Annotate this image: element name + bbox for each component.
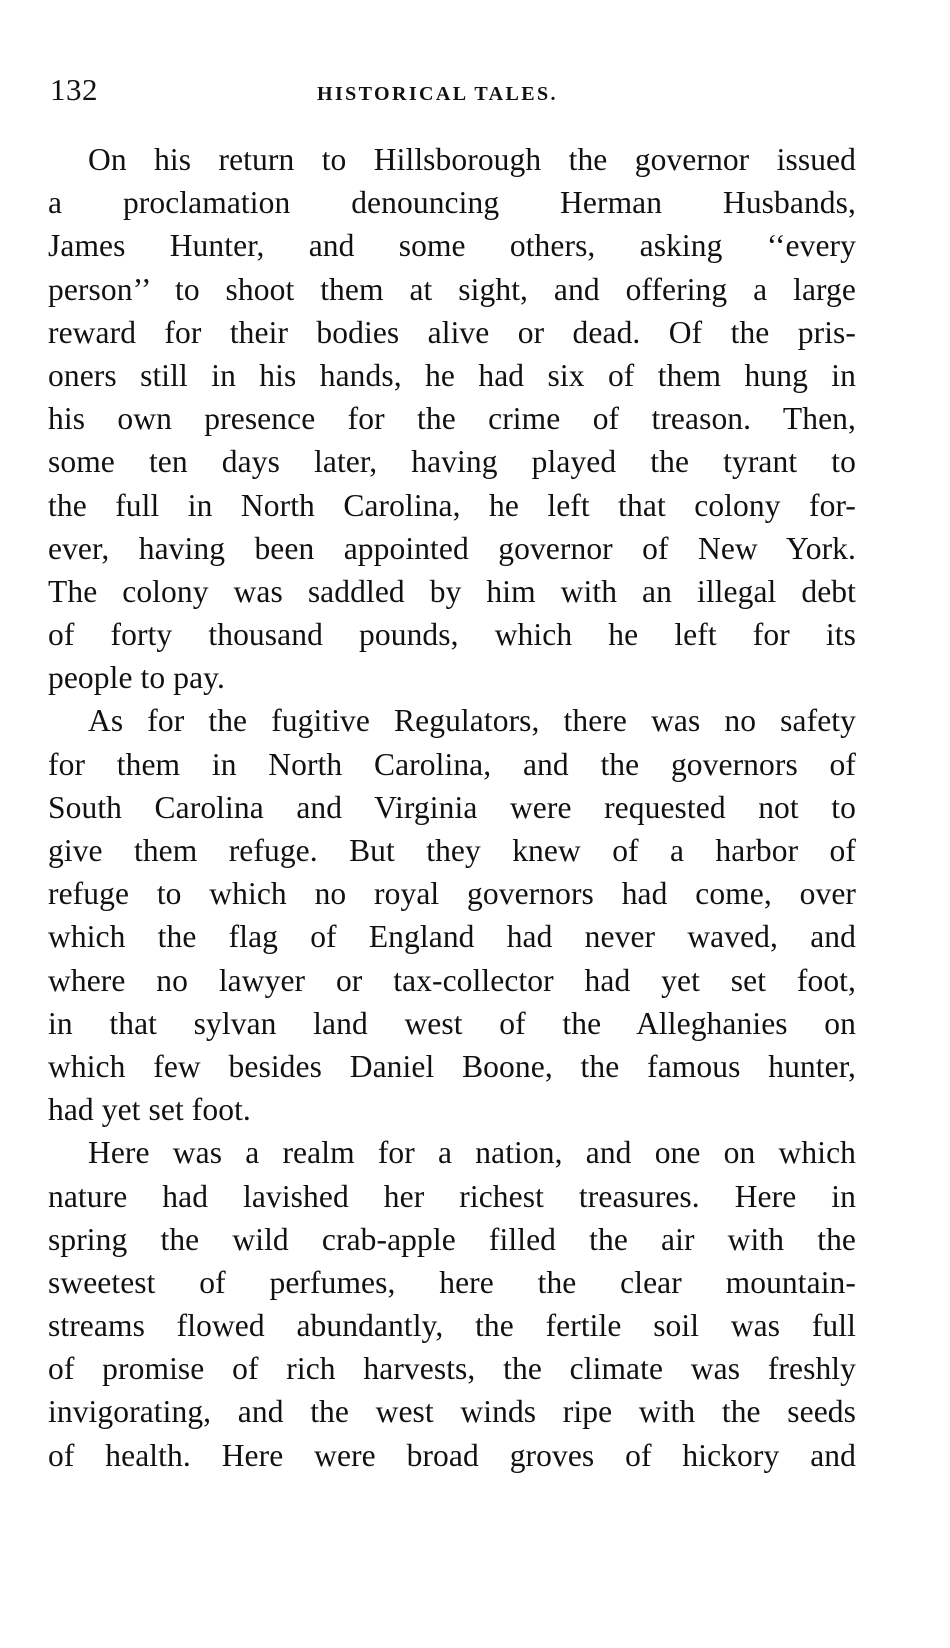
text-line: streams flowed abundantly, the fertile soil was full bbox=[48, 1308, 856, 1344]
text-line: spring the wild crab-apple filled the air with the bbox=[48, 1221, 856, 1257]
page-number: 132 bbox=[50, 72, 98, 107]
text-line: where no lawyer or tax-collector had yet set foot, bbox=[48, 962, 856, 998]
text-line: ever, having been appointed governor of New York. bbox=[48, 530, 856, 566]
text-line: oners still in his hands, he had six of them hung in bbox=[48, 357, 856, 393]
text-line: James Hunter, and some others, asking ‘‘every bbox=[48, 228, 856, 264]
text-line: Here was a realm for a nation, and one on which bbox=[88, 1135, 856, 1171]
text-line: As for the fugitive Regulators, there was no safety bbox=[88, 703, 856, 739]
text-line: On his return to Hillsborough the governor issued bbox=[88, 142, 856, 177]
page-header bbox=[48, 70, 856, 114]
text-line: sweetest of perfumes, here the clear mountain- bbox=[48, 1264, 856, 1300]
text-line: had yet set foot. bbox=[48, 1092, 251, 1128]
text-line: of promise of rich harvests, the climate was freshly bbox=[48, 1351, 856, 1387]
text-line: of health. Here were broad groves of hickory and bbox=[48, 1437, 856, 1473]
text-line: some ten days later, having played the tyrant to bbox=[48, 444, 856, 480]
text-line: nature had lavished her richest treasures. Here in bbox=[48, 1178, 856, 1214]
text-line: person’’ to shoot them at sight, and offering a large bbox=[48, 271, 856, 307]
running-head: HISTORICAL TALES. bbox=[317, 83, 558, 105]
text-line: give them refuge. But they knew of a harbor of bbox=[48, 833, 856, 868]
text-line: for them in North Carolina, and the governors of bbox=[48, 746, 856, 782]
text-line: his own presence for the crime of treason. Then, bbox=[48, 401, 856, 437]
text-line: which the flag of England had never waved, and bbox=[48, 919, 856, 955]
book-page bbox=[48, 70, 856, 1477]
paragraph-2 bbox=[48, 699, 856, 1131]
text-line: South Carolina and Virginia were requested not to bbox=[48, 789, 856, 825]
text-line: The colony was saddled by him with an illegal debt bbox=[48, 573, 856, 609]
text-line: people to pay. bbox=[48, 660, 225, 696]
text-line: refuge to which no royal governors had come, over bbox=[48, 876, 856, 912]
text-line: which few besides Daniel Boone, the famous hunter, bbox=[48, 1048, 856, 1084]
paragraph-1 bbox=[48, 138, 856, 699]
text-line: invigorating, and the west winds ripe with the seeds bbox=[48, 1394, 856, 1430]
text-line: a proclamation denouncing Herman Husbands, bbox=[48, 185, 856, 221]
text-line: the full in North Carolina, he left that colony for- bbox=[48, 487, 856, 523]
text-line: in that sylvan land west of the Alleghanies on bbox=[48, 1005, 856, 1041]
paragraph-3 bbox=[48, 1131, 856, 1477]
text-line: reward for their bodies alive or dead. Of the pris- bbox=[48, 314, 856, 350]
text-line: of forty thousand pounds, which he left for its bbox=[48, 617, 856, 653]
